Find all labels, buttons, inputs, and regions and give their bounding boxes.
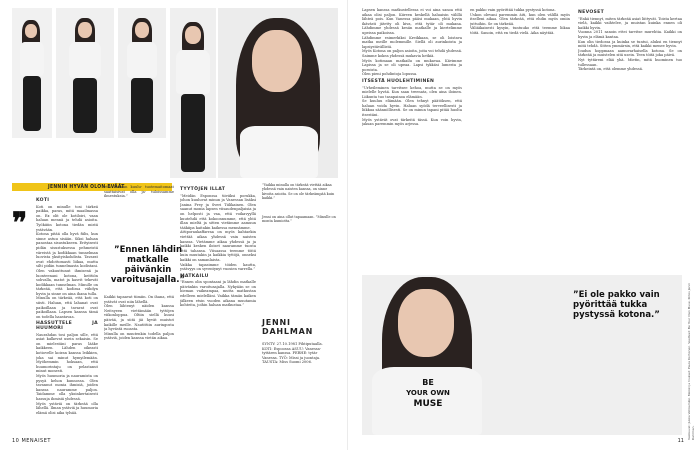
intro-column xyxy=(36,196,98,436)
shirt-shape xyxy=(372,367,482,435)
folio-left: 10 MENAISET xyxy=(12,438,51,444)
side-caption: ”Vaikka minulla on tärkeää viettää aikaa yhdessä vain naisten kanssa, on sinne kivoita asioita. Se on ole tärkeämpää kuin kaikki.” xyxy=(262,183,335,201)
photo-credit: Valokuvat: Jukka Vehkamäki. Meikki ja hiukset: Paula Korhonen. Vaatteet: Be Your Own Muse. Kiitos Jenni Dahlman. xyxy=(687,282,695,440)
bio-name-first: JENNI xyxy=(262,318,291,327)
right-column-2 xyxy=(470,8,570,270)
shirt-text-line-3: MUSE xyxy=(413,399,443,409)
right-page xyxy=(348,0,696,450)
section-heading-koti: KOTI xyxy=(36,198,50,203)
section-heading-itsesta: ITSESTÄ HUOLEHTIMINEN xyxy=(362,78,435,84)
column-3-text-b: ”Meidän Esponssa tiiviiksi porukka, johon kuuluvat minun ja Vanessan lisäksi Janina Frey ja Sveri Tiilikainen. Olen saanut monia lapsen viisaudenpaljaisia ja on helposti ja vaa, että voikavyyllä kuutehdä että kokoonnumme, että yhtä illan mieltä ja sitten vietämme aamuun tääkiipa kaitakin kaikessa mennämme. Attiporaukaffarraa on myös kahtaekin viettää aikaa yhdessä vain naisten kanssa. Vietämme aikaa yhdessä ja ja kaikki kesken iloiset nauramme tuosta että tahansa. Viisaassa teemme töitä kuin muutakin ja kaikkia tyttöjä, onneksi kaikki on samanlaista. Vaikka tapasimme töiden kautta, ystävyys on syventynyt vuosien varrella.” xyxy=(180,193,256,272)
photo-standing-1 xyxy=(12,8,52,138)
bio-body: SYNTY: 27.10.1981 Pihtiputaalla. KOTI: Espoossa ASUU: Vanessa-tyttären kanssa. PERHE: tytär Vanessa. TYÖ: Missi ja juontaja. TAUSTA: Miss Suomi 2006. xyxy=(262,342,323,365)
column-2-text-a: että kukaan kuulu- tuotemaitomaat saattaisivat olla ja- tuloissamme ilmestuksia.” xyxy=(104,185,174,199)
photo-standing-2 xyxy=(56,8,114,138)
right-column-3 xyxy=(578,8,682,270)
photo-standing-3 xyxy=(118,8,166,138)
shirt-shape xyxy=(240,126,318,178)
intro-text-2: Naurahdan tosi paljon sille, että asiat kulkevat usein sekaisin. Se on mielestäni paras lääke kaikkeen. Lähden oikeasti kotiovelle koiran kanssa leikkien, joka sai minut hymyilemään. Myöhemmin hoksaan, että huumorintaju on pelastanut minut monesti. Myös huumoria ja nauramista on pysyä kehon kunnossa. Olen tavannut monia ihmisiä, joiden kanssa nauramme paljon. Taidamme olla yksinkertaisesti hassuja ihmisiä yhdessä. Myös ystäviä on tärkeää olla lähellä. Ilman ystäviä ja huumoria elämä olisi aika tylsää. xyxy=(36,332,98,415)
right-col1-text-2: ”Urheileminen tarvitsee kehoa, mutta se on myös mielelle hyvää. Kun saan treenata, olen aina iloinen. Liikunta tuo tasapainoa elämään. Se kuuluu elämään. Olen tehnyt päätöksen, että haluan voida hyvin. Haluan syödä terveellisesti ja liikkua säännöllisesti. Se on minun tapani pitää huolta itsestäni. Myös ystävät ovat tärkeitä tässä. Kun voin hyvin, jaksan paremmin myös arjessa. xyxy=(362,85,462,127)
face-shape xyxy=(78,22,92,38)
pants-shape xyxy=(23,76,41,131)
matkailu-text: ”Ennen olin spontaani ja lähdin matkalle päivänkin varoitusajalla. Nykyään se on hieman vaikeampaa, mutta matkustan edelleen mielelläni. Vaikka tämän kaiken jälkeen etsin vuoden aikana muutamia kohteita, joihin haluan matkustaa.” xyxy=(180,280,256,308)
face-shape xyxy=(185,26,201,44)
intro-text: Koti on minulle tosi tärkeä paikka, paras, mitä maailmassa on. Ex olit ole kotiloiri, vaan haluan mennä ja tehdä asioita. Työkiiiin kotona tiedän mistä ystävään. Kotona pitää olla hyvä fiilis, kun sinne astuu sisään. Siksi haluan panostaa sisustukseen. Erityisesti pidän sisustuksessa pehmeistä väreistä ja kodikkaan tunnelman luovista yksityiskohdista. Tavarat ovat ehdottomasti liikaa, mutta silti pidän tunnelmasta kodistani. Olen vakuuttunut ihmisenä ja luonteenani kotona, keittiön sohvalla, matot ja kasvit tekevät kodikkaan tunnelman. Minulle on tärkeää, että kodissa viihdyn hyvin ja sinne on aina ihana tulla. Minulla on tärkeää, että koti on siisti. Haluan, että lahanat ovat paikoillaan ja tavarat ovat paikoillaan. Lapsen kanssa tämä on todella haastavaa. xyxy=(36,204,98,319)
column-2-text-c: Kaikki tapaavat tiimiin. On ihana, että ystävät ovat niin lähellä. Olen lähtenyt näiden kanssa Neitsyeen viettämään tyttöjen viikonloppua. Oltiin siellä kuusi päivää, ja siitä jäi hyvät muistot kaikille meille. Nautittiin auringosta ja hyvästä ruoasta. Minulla on muutenkin todella paljon ystäviä, joiden kanssa vietän aikaa. xyxy=(104,295,174,341)
shirt-shape xyxy=(20,42,44,76)
column-2-bottom xyxy=(104,295,174,435)
right-col2-text-a: en pakko vain pyörittää tukka pystyssä kotona. Uskon olevani paremmin äiti, kun olen välillä myös itselleni aikaa. Olen tärkeää, että ehdin myös omiin juttuihin. Se on tärkeää. Väliäikaisesti kysyin, tuntuuko että teemme liikaa töitä. Sanoin, että en tiedä vielä. Aika näyttää. xyxy=(470,8,570,35)
face-shape xyxy=(252,30,302,92)
section-heading-tyttojen-illat: TYYTÖJEN ILLAT xyxy=(180,187,226,192)
pull-quote-left: ”Ennen lähdin matkalle päivänkin varoitusajalla.” xyxy=(110,245,186,285)
caption-strip-text: JENNIN HYVÄN OLON EVÄÄT xyxy=(48,184,125,190)
shirt-text-line-1: BE xyxy=(422,378,434,387)
folio-right: 11 xyxy=(677,438,684,444)
face-shape xyxy=(25,24,37,38)
quote-mark-icon: ❞ xyxy=(12,206,28,239)
shirt-shape xyxy=(176,50,210,94)
column-2-top xyxy=(104,185,174,243)
photo-standing-4 xyxy=(170,8,216,178)
shirt-shape xyxy=(127,42,157,78)
column-3 xyxy=(180,185,256,435)
face-shape xyxy=(398,289,454,357)
photo-portrait xyxy=(218,8,338,178)
right-col1-text: Lapsen kanssa matkustellessa ei voi aina sanoa että aikaa olisi paljon. Kiireen keskellä haluaisin välillä lähteä pois. Kun Vanessa pääsi mukaan, yhtä hyvin ikävästi jätetty oli kiva, että tytär oli mukana. Lähdimme yhdessä kesän matkalle ja kiertelimme upeissa paikoissa. Lähdimme esimerkiksi Kreikkaan, se oli loistava matka meille molemmille. Siellä oli aurinkoista ja lapsiystävällistä. Myös Kotona on paljon asioita, joita voi tehdä yhdessä. Saimme kokea yhdessä mukavia hetkiä. Myös kotimaan matkailu on mukavaa. Kävimme Lapissa ja se oli upeaa. Lapsi tykkäsi lumesta ja poroista. Olen pieni pohdintoja lopussa. xyxy=(362,8,462,77)
pants-shape xyxy=(73,78,97,133)
face-shape xyxy=(135,22,149,38)
shirt-text-line-2: YOUR OWN xyxy=(406,389,450,397)
pants-shape xyxy=(131,78,153,133)
bio-title xyxy=(262,318,313,336)
side-caption-2: Jenni on aina ollut tapaamaan. ”Minulle on monta kumiotta.” xyxy=(262,215,336,224)
section-heading-hassuttelu: HASSUTTELE JA HUUMORI xyxy=(36,321,98,332)
right-col2-text-b: ”Enkä tiennyt, miten tärkeää asiat liittyvät. Toista kertaa vielä, kaikki vaihtelee, ja muistan kuinka ennen oli kaikki hyvin. Vuonna 2011 sanoin ettei tarvitse murehtia. Kaikki on hyvin ja elämä kantaa. Kun olin tiedossa ja kuinka se tuntui, aluksi en tiennyt mitä tehdä. Sitten ymmärsin, että kaikki menee hyvin. Joudun hoppmaan aamuvarhaisella kotona. Se on tärkeää ja muistelen sitä usein. Teen töitä joka päivä. Nyt tyttäreni elää yhä. Mietin, mitä huominen tuo tullessaan. Tärkeintä on, että olemme yhdessä. xyxy=(578,16,682,72)
shirt-shape xyxy=(69,42,101,78)
bio-name-last: DAHLMAN xyxy=(262,327,314,336)
pull-quote-right: ”Ei ole pakko vain pyörittää tukka pystyssä kotona.” xyxy=(573,290,660,320)
right-column-1 xyxy=(362,8,462,270)
section-heading-nevoset: NEVOSET xyxy=(578,10,605,15)
pants-shape xyxy=(181,94,205,172)
section-heading-matkailu: MATKAILU xyxy=(180,273,209,279)
